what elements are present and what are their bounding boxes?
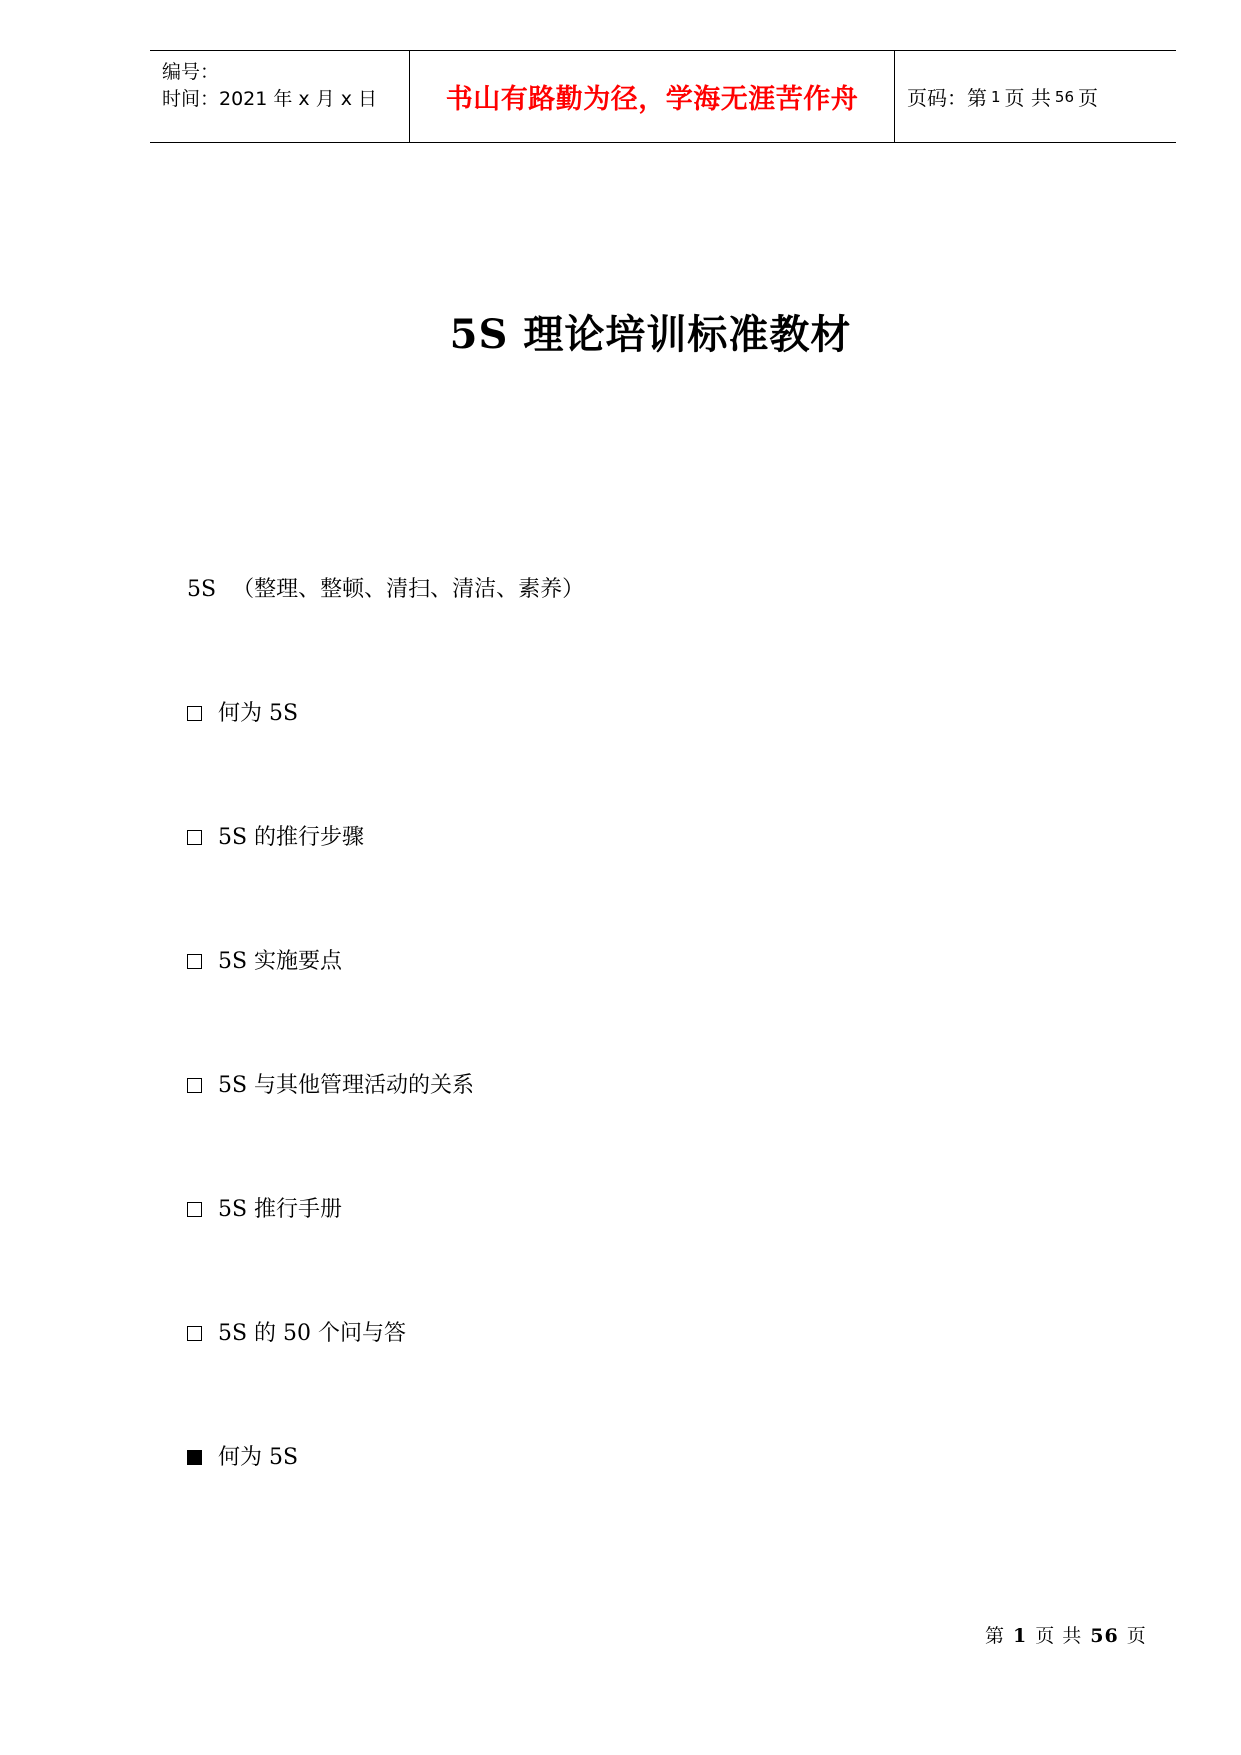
section-heading [187, 1440, 298, 1471]
outline-item [187, 1192, 342, 1223]
outline-item-label: 何为 5S [218, 701, 299, 726]
checkbox-icon [187, 830, 202, 845]
footer-suffix: 页 [1126, 1625, 1147, 1647]
header-page-current: 1 [991, 87, 1001, 106]
checkbox-icon [187, 1202, 202, 1217]
outline-item [187, 696, 298, 727]
filled-square-icon [187, 1450, 202, 1465]
footer-total-pages: 56 [1090, 1625, 1119, 1647]
outline-item [187, 1068, 474, 1099]
document-time-label: 时间：2021 年 x 月 x 日 [162, 88, 378, 110]
outline-item-label: 5S 的推行步骤 [218, 825, 365, 850]
header-page-cell [895, 51, 1176, 142]
page-footer [985, 1621, 1147, 1648]
header-page-total: 56 [1054, 87, 1074, 106]
section-heading-label: 何为 5S [218, 1445, 299, 1470]
outline-item [187, 944, 342, 975]
subtitle-text: （整理、整顿、清扫、清洁、素养） [232, 577, 585, 602]
checkbox-icon [187, 1078, 202, 1093]
checkbox-icon [187, 706, 202, 721]
document-title: 5S 理论培训标准教材 [449, 311, 852, 358]
outline-item-label: 5S 推行手册 [218, 1197, 343, 1222]
outline-item-label: 5S 实施要点 [218, 949, 343, 974]
subtitle-prefix: 5S [187, 577, 217, 602]
outline-item-label: 5S 的 50 个问与答 [218, 1321, 407, 1346]
header-motto: 书山有路勤为径，学海无涯苦作舟 [445, 84, 859, 115]
header-page-prefix: 页码：第 [907, 86, 987, 110]
footer-current-page: 1 [1013, 1625, 1028, 1647]
subtitle-line [187, 572, 584, 603]
header-meta-cell [150, 51, 410, 142]
page-header [150, 50, 1176, 143]
header-motto-cell [410, 51, 895, 142]
outline-item-label: 5S 与其他管理活动的关系 [218, 1073, 475, 1098]
document-number-label: 编号： [162, 61, 220, 83]
outline-item [187, 1316, 406, 1347]
footer-prefix: 第 [985, 1625, 1006, 1647]
header-page-suffix: 页 [1078, 86, 1098, 110]
outline-item [187, 820, 364, 851]
footer-mid: 页 共 [1035, 1625, 1083, 1647]
checkbox-icon [187, 1326, 202, 1341]
checkbox-icon [187, 954, 202, 969]
header-page-mid: 页 共 [1004, 86, 1051, 110]
